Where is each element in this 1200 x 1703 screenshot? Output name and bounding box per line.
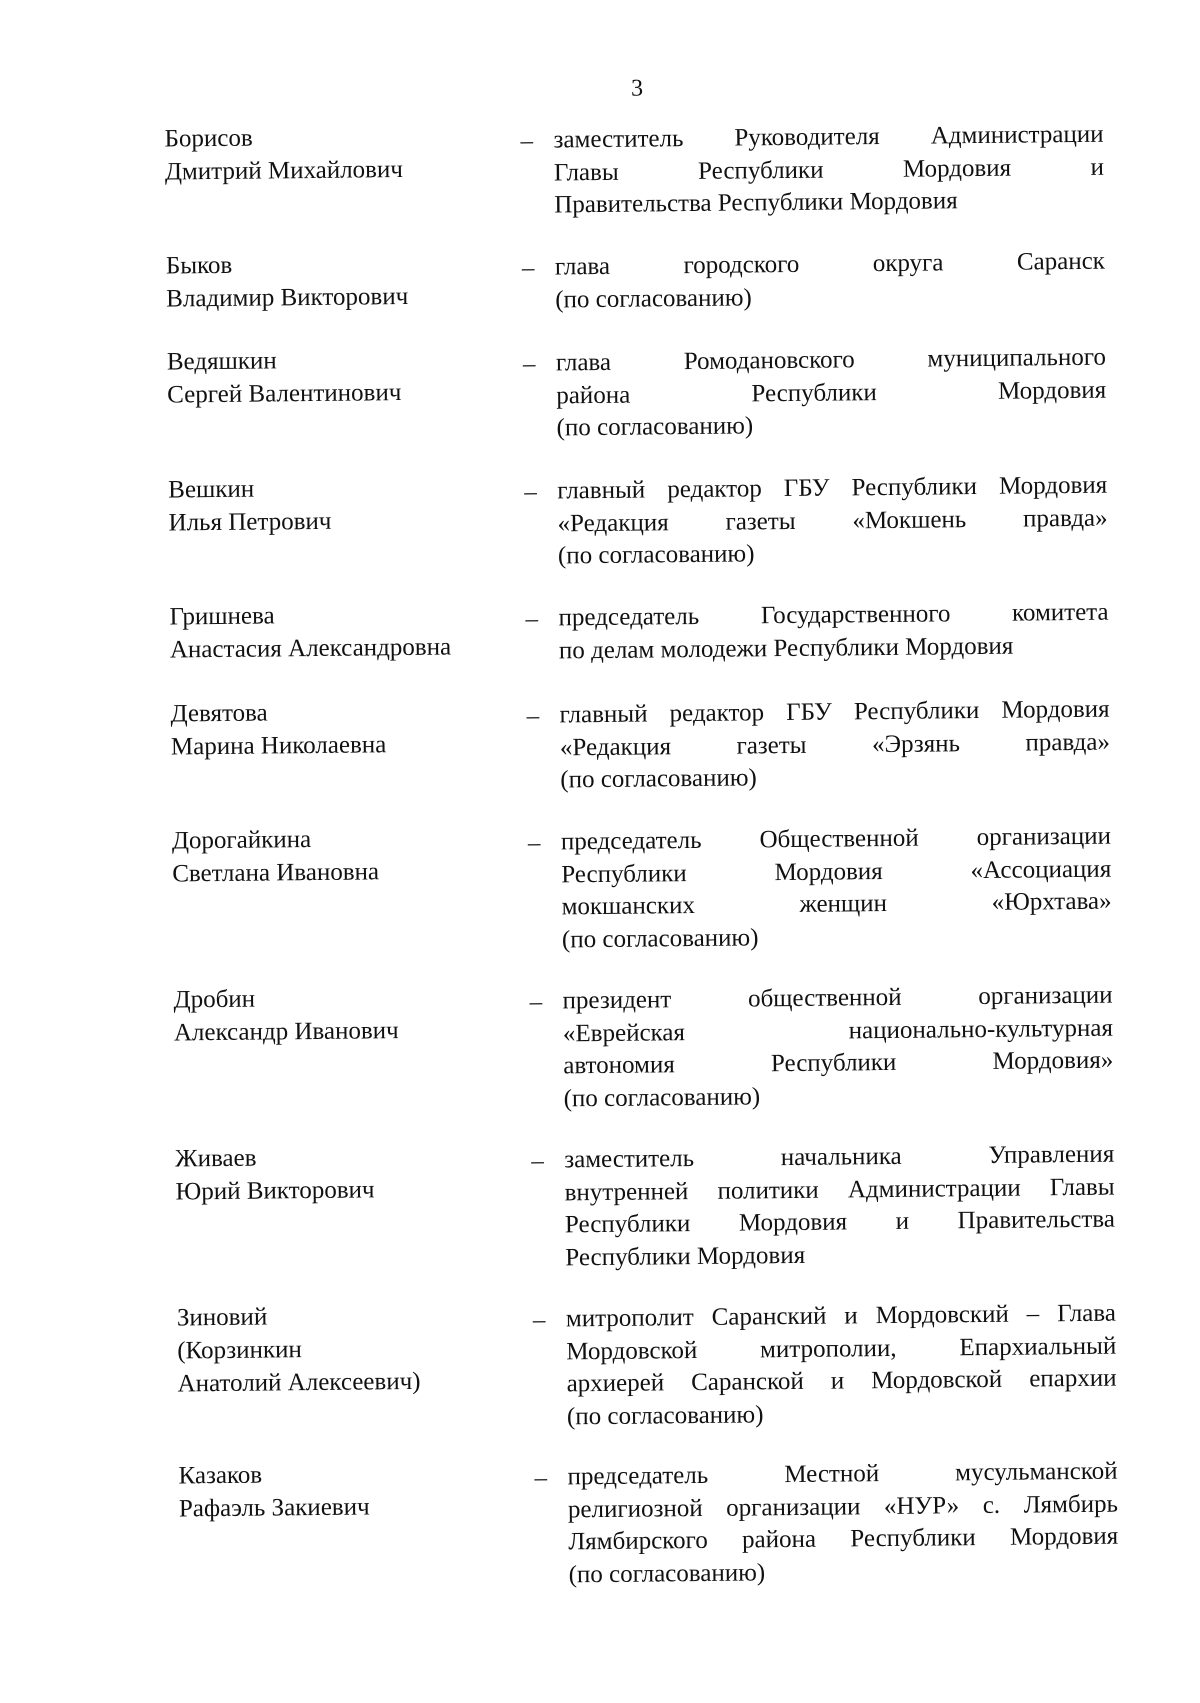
entry-dash: – [524,478,537,506]
position-line: религиозной организации «НУР» с. Лямбирь [567,1490,1119,1523]
member-surname: Девятова [170,699,268,728]
member-surname: Борисов [164,124,253,153]
entry-dash: – [534,1464,548,1492]
entry-dash: – [520,127,534,155]
position-line: (по согласованию) [568,1558,766,1588]
member-position [555,246,1106,317]
position-line: района Республики Мордовия [556,376,1107,409]
entry-dash: – [525,605,539,633]
member-name [169,597,500,666]
position-line: (по согласованию) [555,283,752,313]
position-line: по делам молодежи Республики Мордовия [558,632,1014,664]
entry-dash: – [522,350,536,378]
member-surname: Живаев [175,1144,257,1173]
position-line: председатель Местной мусульманской [567,1457,1118,1491]
position-line: (по согласованию) [556,412,754,442]
member-entry [0,335,1195,442]
position-line: Главы Республики Мордовия и [553,153,1105,186]
position-line: главный редактор ГБУ Республики Мордовия [557,471,1108,505]
position-line: глава городского округа Саранск [554,247,1106,281]
position-line: Республики Мордовия «Ассоциация [561,855,1112,888]
member-surname: Зиновий [176,1303,268,1332]
position-line: внутренней политики Администрации Главы [564,1173,1115,1206]
position-line: (по согласованию) [566,1400,764,1430]
member-position [564,1139,1115,1275]
position-line: «Редакция газеты «Эрзянь правда» [559,728,1111,761]
member-position [558,597,1109,668]
position-line: глава Ромодановского муниципального [555,343,1107,377]
member-surname: Вешкин [168,475,255,504]
entry-dash: – [521,254,535,282]
member-surname: Дорогайкина [171,826,312,855]
position-line: главный редактор ГБУ Республики Мордовия [559,695,1110,729]
position-line: автономия Республики Мордовия» [563,1046,1114,1080]
member-given-names: Александр Иванович [173,1017,399,1047]
member-name [175,1139,506,1208]
member-surname: Дробин [173,985,256,1014]
member-entry [1,973,1200,1112]
member-entry [0,463,1196,570]
member-surname: Быков [165,251,233,280]
member-surname: Казаков [178,1461,263,1490]
position-line: митрополит Саранский и Мордовский – Глава [565,1299,1117,1333]
position-line: Республики Мордовия и Правительства [564,1205,1116,1239]
position-line: (по согласованию) [557,540,755,570]
position-line: «Редакция газеты «Мокшень правда» [557,504,1108,537]
position-line: председатель Общественной организации [560,822,1112,856]
member-given-names: Юрий Викторович [175,1176,375,1206]
position-line: президент общественной организации [562,981,1113,1015]
member-position [557,470,1108,573]
member-entry [3,1132,1200,1271]
member-surname: Ведяшкин [166,347,277,376]
member-given-names: Владимир Викторович [166,282,409,313]
position-line: Лямбирского района Республики Мордовия [568,1522,1119,1556]
member-given-names: Дмитрий Михайлович [164,156,404,186]
member-name [177,1298,508,1400]
member-name [164,119,495,188]
member-given-names: Рафаэль Закиевич [178,1493,370,1523]
entry-dash: – [526,702,540,730]
member-name [167,342,498,411]
member-name [172,821,503,890]
position-line: мокшанских женщин «Юрхтава» [561,887,1112,921]
position-line: (по согласованию) [560,764,757,794]
member-entry [5,1291,1200,1430]
position-line: заместитель Руководителя Администрации [553,120,1104,154]
member-position [561,821,1112,957]
member-given-names: Сергей Валентинович [167,379,402,409]
member-position [562,980,1113,1116]
page-number: 3 [630,75,644,102]
position-line: Правительства Республики Мордовия [554,187,958,219]
member-position [559,694,1110,797]
entry-dash: – [531,1147,544,1175]
member-surname: Гришнева [169,602,275,631]
member-name [170,694,501,763]
entry-dash: – [529,988,543,1016]
member-name [178,1456,509,1525]
member-entry [0,687,1198,794]
position-line: Республики Мордовия [565,1241,806,1271]
position-line: (по согласованию) [561,923,759,953]
member-given-names: Светлана Ивановна [172,858,380,888]
member-position [556,342,1107,445]
position-line: (по согласованию) [563,1082,761,1112]
member-given-names: (Корзинкин [177,1336,302,1365]
member-position [553,119,1104,222]
entry-dash: – [532,1306,546,1334]
member-name [166,246,497,315]
position-line: председатель Государственного комитета [558,598,1109,632]
member-name [168,470,499,539]
position-line: архиерей Саранской и Мордовской епархии [566,1364,1117,1398]
member-entry [0,814,1200,953]
member-given-names: Илья Петрович [168,507,332,537]
member-given-names: Анатолий Алексеевич) [177,1367,421,1398]
member-given-names: Марина Николаевна [170,731,387,761]
member-name [173,980,504,1049]
position-line: «Еврейская национально-культурная [562,1014,1114,1047]
member-position [566,1298,1117,1434]
member-entry [0,590,1197,664]
member-entry [6,1449,1200,1588]
entry-dash: – [527,829,541,857]
member-entry [0,239,1194,313]
member-given-names: Анастасия Александровна [169,633,452,664]
position-line: Мордовской митрополии, Епархиальный [566,1332,1117,1365]
member-entry [0,112,1192,219]
member-position [567,1456,1118,1592]
position-line: заместитель начальника Управления [564,1140,1115,1174]
